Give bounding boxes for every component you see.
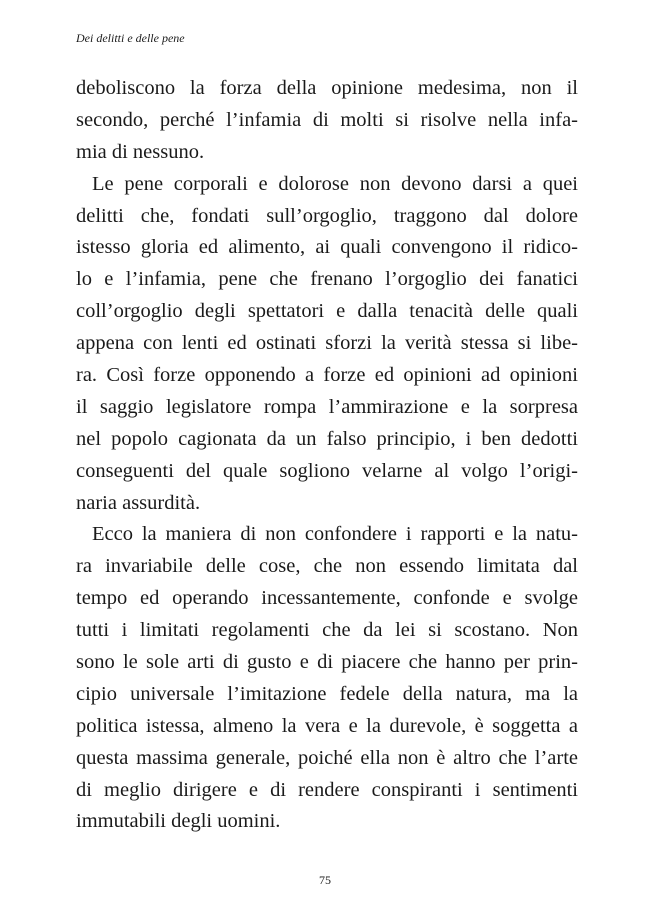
text-line: deboliscono la forza della opinione medesima, non il: [76, 77, 578, 99]
text-line: tutti i limitati regolamenti che da lei si scostano. Non: [76, 619, 578, 642]
text-line: nel popolo cagionata da un falso principio, i ben dedotti: [76, 427, 578, 450]
text-line: secondo, perché l’infamia di molti si risolve nella infa-: [76, 108, 578, 131]
text-line: cipio universale l’imitazione fedele della natura, ma la: [76, 682, 578, 705]
text-line: istesso gloria ed alimento, ai quali convengono il ridico-: [76, 236, 578, 259]
text-line: ra invariabile delle cose, che non essendo limitata dal: [76, 555, 578, 578]
text-line: politica istessa, almeno la vera e la durevole, è soggetta a: [76, 714, 578, 737]
text-line: immutabili degli uomini.: [76, 810, 281, 833]
text-line: naria assurdità.: [76, 491, 201, 514]
text-line: di meglio dirigere e di rendere conspiranti i sentimenti: [76, 778, 578, 801]
text-line: il saggio legislatore rompa l’ammirazione e la sorpresa: [76, 395, 578, 418]
text-line: tempo ed operando incessantemente, confonde e svolge: [76, 587, 578, 610]
text-line: Ecco la maniera di non confondere i rapporti e la natu-: [92, 523, 578, 546]
text-line: Le pene corporali e dolorose non devono darsi a quei: [92, 172, 578, 195]
text-line: lo e l’infamia, pene che frenano l’orgoglio dei fanatici: [76, 268, 578, 291]
page-number: 75: [319, 873, 331, 887]
text-line: ra. Così forze opponendo a forze ed opinioni ad opinioni: [76, 364, 578, 387]
text-line: appena con lenti ed ostinati sforzi la verità stessa si libe-: [76, 332, 578, 355]
text-line: coll’orgoglio degli spettatori e dalla tenacità delle quali: [76, 300, 578, 323]
body-text: [76, 73, 578, 838]
text-line: conseguenti del quale sogliono velarne al volgo l’origi-: [76, 459, 578, 482]
text-line: questa massima generale, poiché ella non è altro che l’arte: [76, 746, 578, 769]
running-head: Dei delitti e delle pene: [76, 31, 185, 45]
text-line: sono le sole arti di gusto e di piacere che hanno per prin-: [76, 651, 578, 674]
text-line: mia di nessuno.: [76, 140, 205, 163]
text-line: delitti che, fondati sull’orgoglio, traggono dal dolore: [76, 204, 578, 227]
